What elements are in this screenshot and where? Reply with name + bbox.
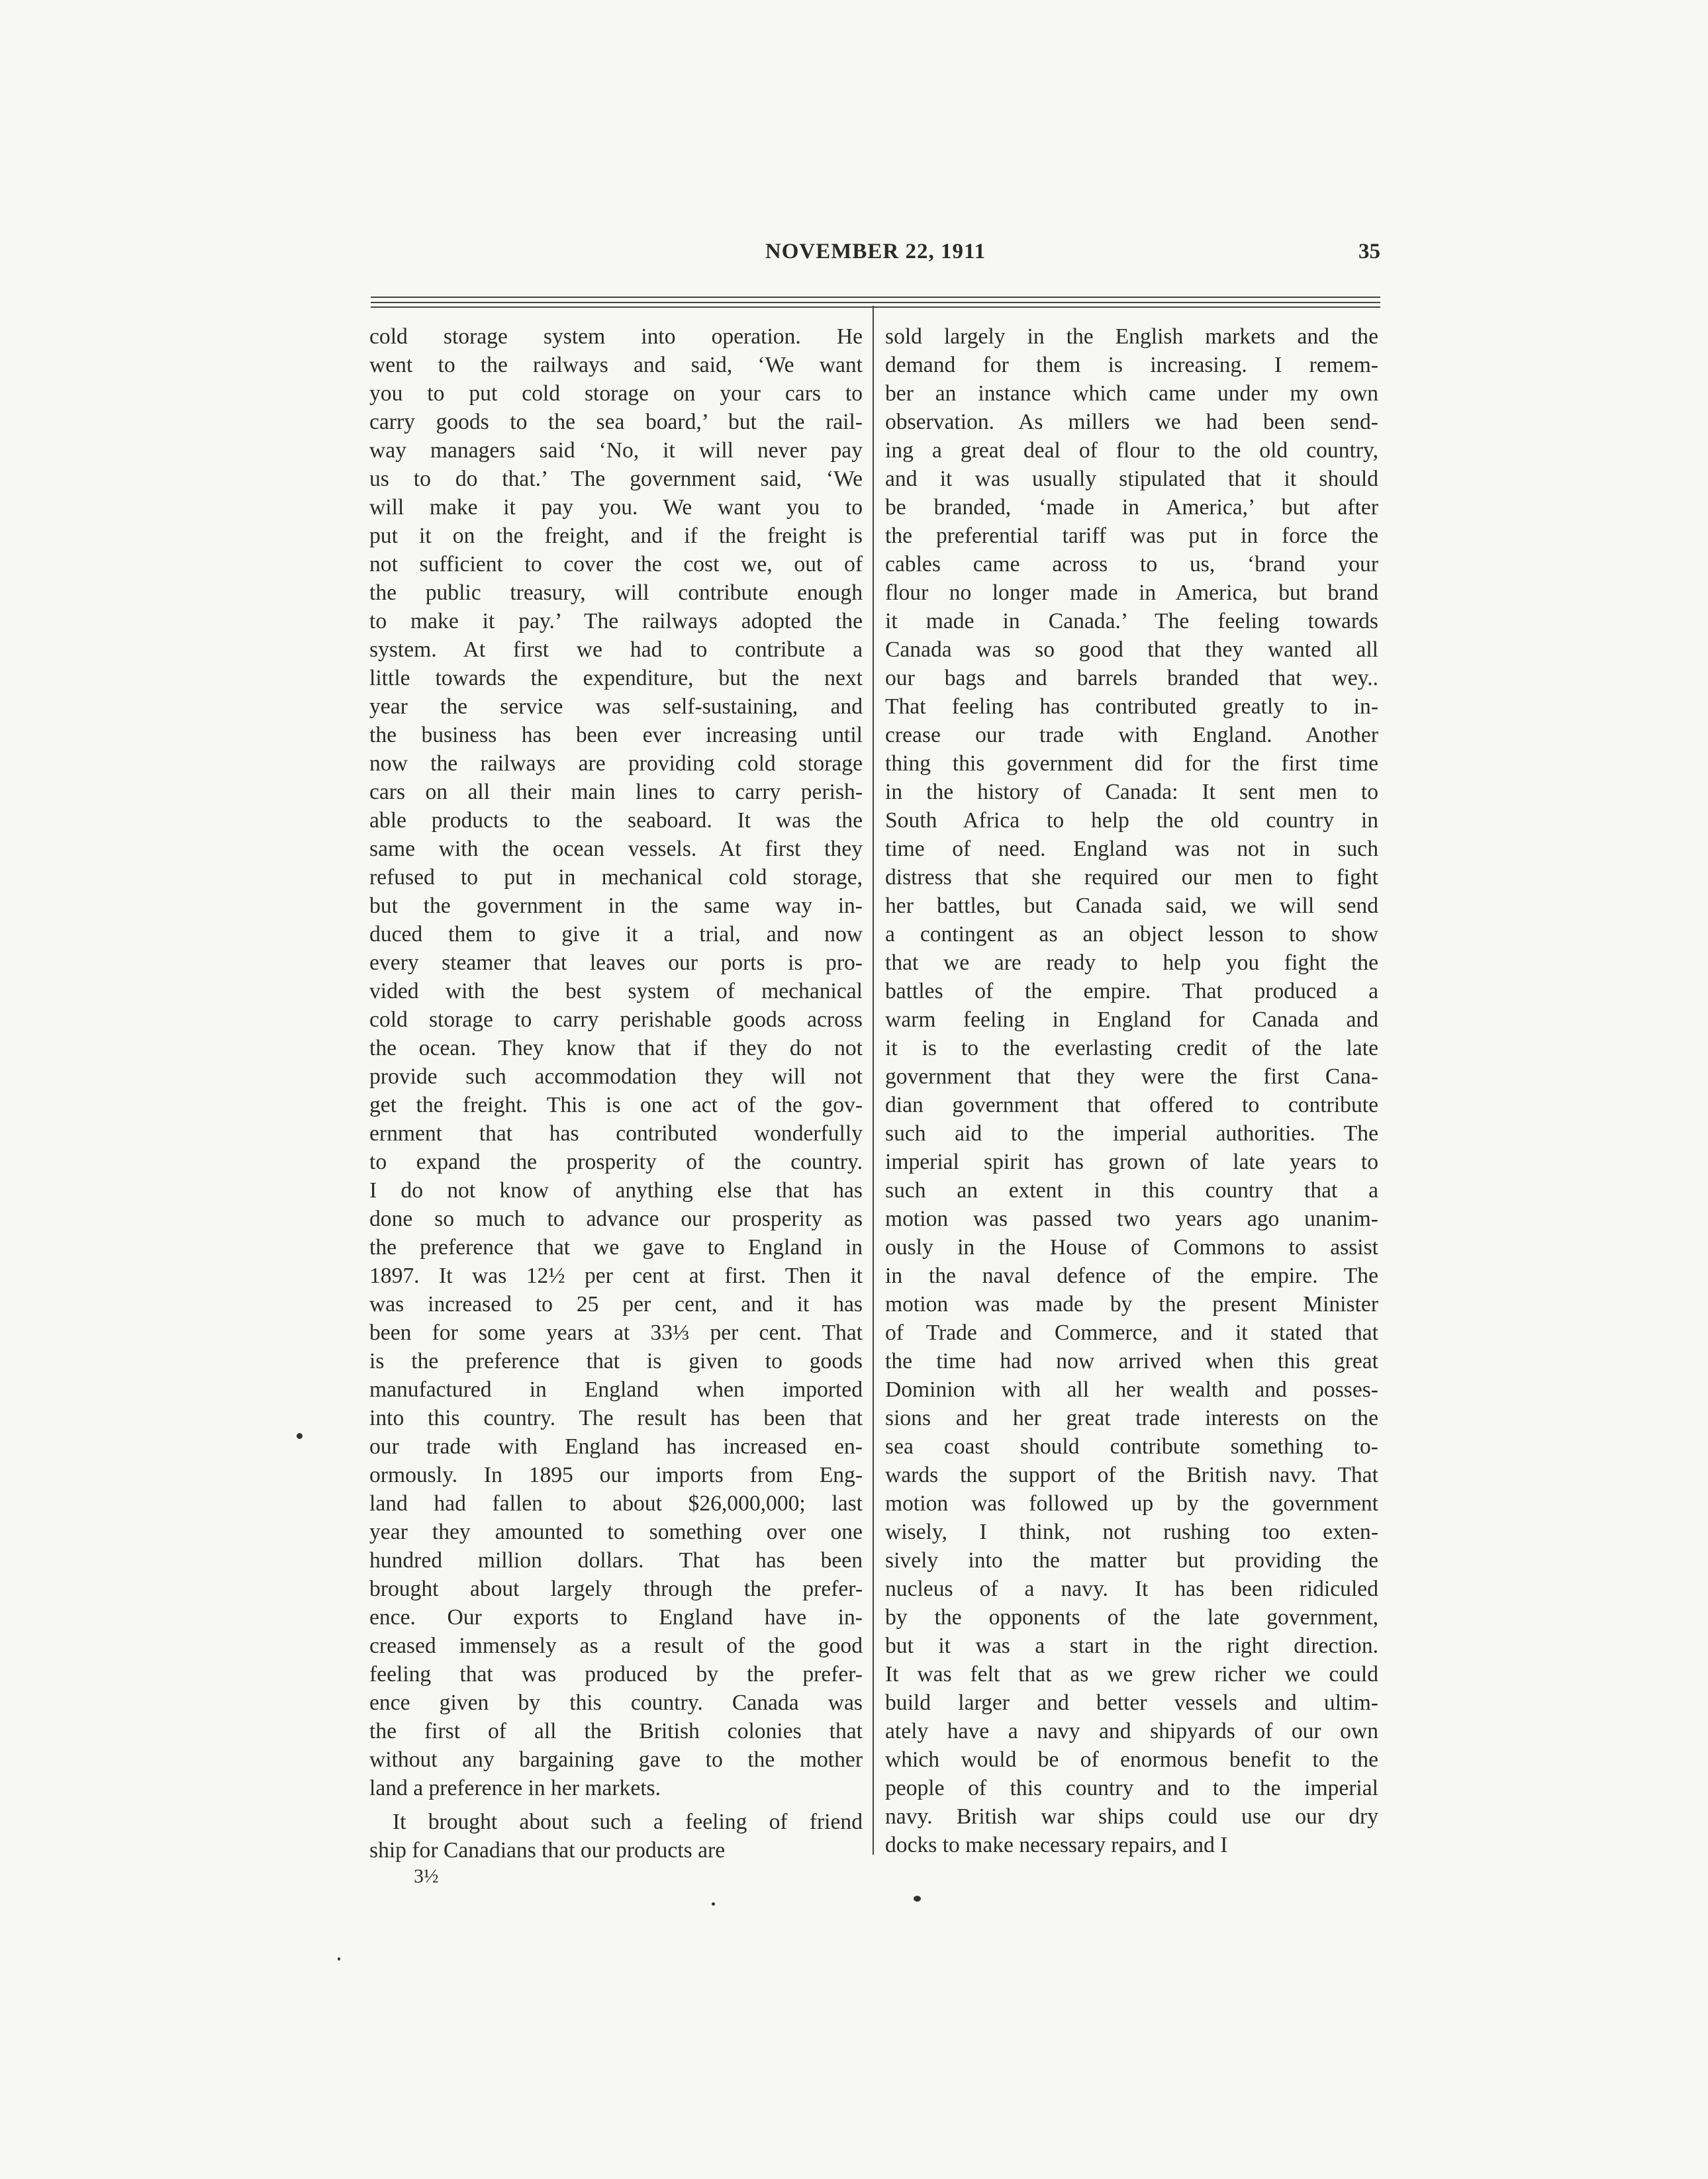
text-line: and it was usually stipulated that it should: [885, 467, 1378, 491]
text-line: by the opponents of the late government,: [885, 1605, 1378, 1630]
text-line: system. At first we had to contribute a: [369, 637, 863, 662]
text-line: such aid to the imperial authorities. The: [885, 1121, 1378, 1146]
text-line: in the history of Canada: It sent men to: [885, 780, 1378, 804]
text-line: been for some years at 33⅓ per cent. That: [369, 1321, 863, 1345]
text-line: get the freight. This is one act of the gov-: [369, 1093, 863, 1117]
text-line: motion was passed two years ago unanim-: [885, 1207, 1378, 1231]
text-line: ously in the House of Commons to assist: [885, 1235, 1378, 1260]
text-line: hundred million dollars. That has been: [369, 1548, 863, 1573]
right-column: [885, 322, 1378, 1859]
ink-speck: [914, 1896, 921, 1902]
text-line: to make it pay.’ The railways adopted the: [369, 609, 863, 633]
text-line: cold storage system into operation. He: [369, 324, 863, 349]
text-line: provide such accommodation they will not: [369, 1064, 863, 1089]
text-line: us to do that.’ The government said, ‘We: [369, 467, 863, 491]
ink-speck: [338, 1957, 340, 1961]
text-line: thing this government did for the first time: [885, 751, 1378, 776]
text-line: put it on the freight, and if the freight is: [369, 524, 863, 548]
text-line: brought about largely through the prefer-: [369, 1577, 863, 1601]
text-line: warm feeling in England for Canada and: [885, 1007, 1378, 1032]
text-line: the preferential tariff was put in force the: [885, 524, 1378, 548]
text-line: a contingent as an object lesson to show: [885, 922, 1378, 947]
text-line: way managers said ‘No, it will never pay: [369, 438, 863, 463]
text-line: sively into the matter but providing the: [885, 1548, 1378, 1573]
text-line: that we are ready to help you fight the: [885, 950, 1378, 975]
text-line: distress that she required our men to fight: [885, 865, 1378, 890]
text-line: the ocean. They know that if they do not: [369, 1036, 863, 1060]
text-line: sea coast should contribute something to-: [885, 1434, 1378, 1459]
text-line: it made in Canada.’ The feeling towards: [885, 609, 1378, 633]
text-line: build larger and better vessels and ultim-: [885, 1691, 1378, 1715]
text-line: land had fallen to about $26,000,000; last: [369, 1491, 863, 1516]
text-line: ernment that has contributed wonderfully: [369, 1121, 863, 1146]
text-line: our trade with England has increased en-: [369, 1434, 863, 1459]
text-line: vided with the best system of mechanical: [369, 979, 863, 1003]
text-line: the first of all the British colonies that: [369, 1719, 863, 1743]
text-line: to expand the prosperity of the country.: [369, 1150, 863, 1174]
text-line: cables came across to us, ‘brand your: [885, 552, 1378, 577]
text-line: her battles, but Canada said, we will send: [885, 894, 1378, 918]
text-line: ence given by this country. Canada was: [369, 1691, 863, 1715]
text-line: such an extent in this country that a: [885, 1178, 1378, 1203]
text-line: now the railways are providing cold storage: [369, 751, 863, 776]
text-line: the business has been ever increasing until: [369, 723, 863, 747]
text-line: time of need. England was not in such: [885, 837, 1378, 861]
text-line: observation. As millers we had been send-: [885, 410, 1378, 434]
text-line: able products to the seaboard. It was the: [369, 808, 863, 833]
text-line: is the preference that is given to goods: [369, 1349, 863, 1373]
text-line: it is to the everlasting credit of the late: [885, 1036, 1378, 1060]
text-line: imperial spirit has grown of late years to: [885, 1150, 1378, 1174]
text-line: It brought about such a feeling of friend: [393, 1810, 863, 1834]
text-line: year they amounted to something over one: [369, 1520, 863, 1544]
text-line: which would be of enormous benefit to the: [885, 1747, 1378, 1772]
text-line: land a preference in her markets.: [369, 1776, 661, 1800]
text-line: carry goods to the sea board,’ but the rail-: [369, 410, 863, 434]
left-column: [369, 322, 863, 1865]
signature-mark: 3½: [414, 1865, 439, 1887]
text-line: not sufficient to cover the cost we, out of: [369, 552, 863, 577]
header-rule-middle: [371, 302, 1380, 303]
text-line: duced them to give it a trial, and now: [369, 922, 863, 947]
text-line: nucleus of a navy. It has been ridiculed: [885, 1577, 1378, 1601]
ink-speck: [712, 1902, 715, 1906]
text-line: docks to make necessary repairs, and I: [885, 1833, 1228, 1857]
text-line: was increased to 25 per cent, and it has: [369, 1292, 863, 1317]
text-line: wisely, I think, not rushing too exten-: [885, 1520, 1378, 1544]
text-line: I do not know of anything else that has: [369, 1178, 863, 1203]
text-line: battles of the empire. That produced a: [885, 979, 1378, 1003]
header-rule-top: [371, 297, 1380, 298]
text-line: went to the railways and said, ‘We want: [369, 353, 863, 377]
text-line: of Trade and Commerce, and it stated that: [885, 1321, 1378, 1345]
issue-date: NOVEMBER 22, 1911: [765, 240, 986, 263]
text-line: motion was followed up by the government: [885, 1491, 1378, 1516]
text-line: every steamer that leaves our ports is pro-: [369, 950, 863, 975]
text-line: the time had now arrived when this great: [885, 1349, 1378, 1373]
page-header: [371, 240, 1380, 273]
text-line: will make it pay you. We want you to: [369, 495, 863, 520]
text-line: feeling that was produced by the prefer-: [369, 1662, 863, 1687]
text-line: same with the ocean vessels. At first they: [369, 837, 863, 861]
text-line: motion was made by the present Minister: [885, 1292, 1378, 1317]
text-line: ence. Our exports to England have in-: [369, 1605, 863, 1630]
text-line: but the government in the same way in-: [369, 894, 863, 918]
text-line: cold storage to carry perishable goods across: [369, 1007, 863, 1032]
text-line: navy. British war ships could use our dry: [885, 1804, 1378, 1829]
text-line: Dominion with all her wealth and posses-: [885, 1377, 1378, 1402]
text-line: ately have a navy and shipyards of our own: [885, 1719, 1378, 1743]
text-line: without any bargaining gave to the mother: [369, 1747, 863, 1772]
text-line: wards the support of the British navy. That: [885, 1463, 1378, 1487]
text-line: you to put cold storage on your cars to: [369, 381, 863, 406]
ink-speck: [297, 1433, 303, 1439]
column-divider: [873, 306, 874, 1855]
text-line: crease our trade with England. Another: [885, 723, 1378, 747]
text-line: sold largely in the English markets and the: [885, 324, 1378, 349]
text-line: in the naval defence of the empire. The: [885, 1264, 1378, 1288]
text-line: into this country. The result has been that: [369, 1406, 863, 1430]
text-line: sions and her great trade interests on the: [885, 1406, 1378, 1430]
text-line: Canada was so good that they wanted all: [885, 637, 1378, 662]
text-line: refused to put in mechanical cold storage,: [369, 865, 863, 890]
header-rule-bottom: [371, 306, 1380, 308]
text-line: 1897. It was 12½ per cent at first. Then it: [369, 1264, 863, 1288]
text-line: ormously. In 1895 our imports from Eng-: [369, 1463, 863, 1487]
text-line: manufactured in England when imported: [369, 1377, 863, 1402]
text-line: government that they were the first Cana-: [885, 1064, 1378, 1089]
text-line: It was felt that as we grew richer we could: [885, 1662, 1378, 1687]
text-line: done so much to advance our prosperity as: [369, 1207, 863, 1231]
text-line: dian government that offered to contribute: [885, 1093, 1378, 1117]
text-line: little towards the expenditure, but the next: [369, 666, 863, 690]
text-line: ber an instance which came under my own: [885, 381, 1378, 406]
text-line: cars on all their main lines to carry perish-: [369, 780, 863, 804]
page-number: 35: [1358, 240, 1380, 263]
text-line: the public treasury, will contribute enough: [369, 580, 863, 605]
text-line: but it was a start in the right direction.: [885, 1634, 1378, 1658]
text-line: flour no longer made in America, but brand: [885, 580, 1378, 605]
text-line: ing a great deal of flour to the old country,: [885, 438, 1378, 463]
text-line: creased immensely as a result of the good: [369, 1634, 863, 1658]
text-line: our bags and barrels branded that wey..: [885, 666, 1378, 690]
text-line: be branded, ‘made in America,’ but after: [885, 495, 1378, 520]
text-line: the preference that we gave to England in: [369, 1235, 863, 1260]
text-line: people of this country and to the imperial: [885, 1776, 1378, 1800]
text-line: year the service was self-sustaining, and: [369, 694, 863, 719]
text-line: ship for Canadians that our products are: [369, 1838, 726, 1863]
text-line: That feeling has contributed greatly to in-: [885, 694, 1378, 719]
text-line: South Africa to help the old country in: [885, 808, 1378, 833]
text-line: demand for them is increasing. I remem-: [885, 353, 1378, 377]
